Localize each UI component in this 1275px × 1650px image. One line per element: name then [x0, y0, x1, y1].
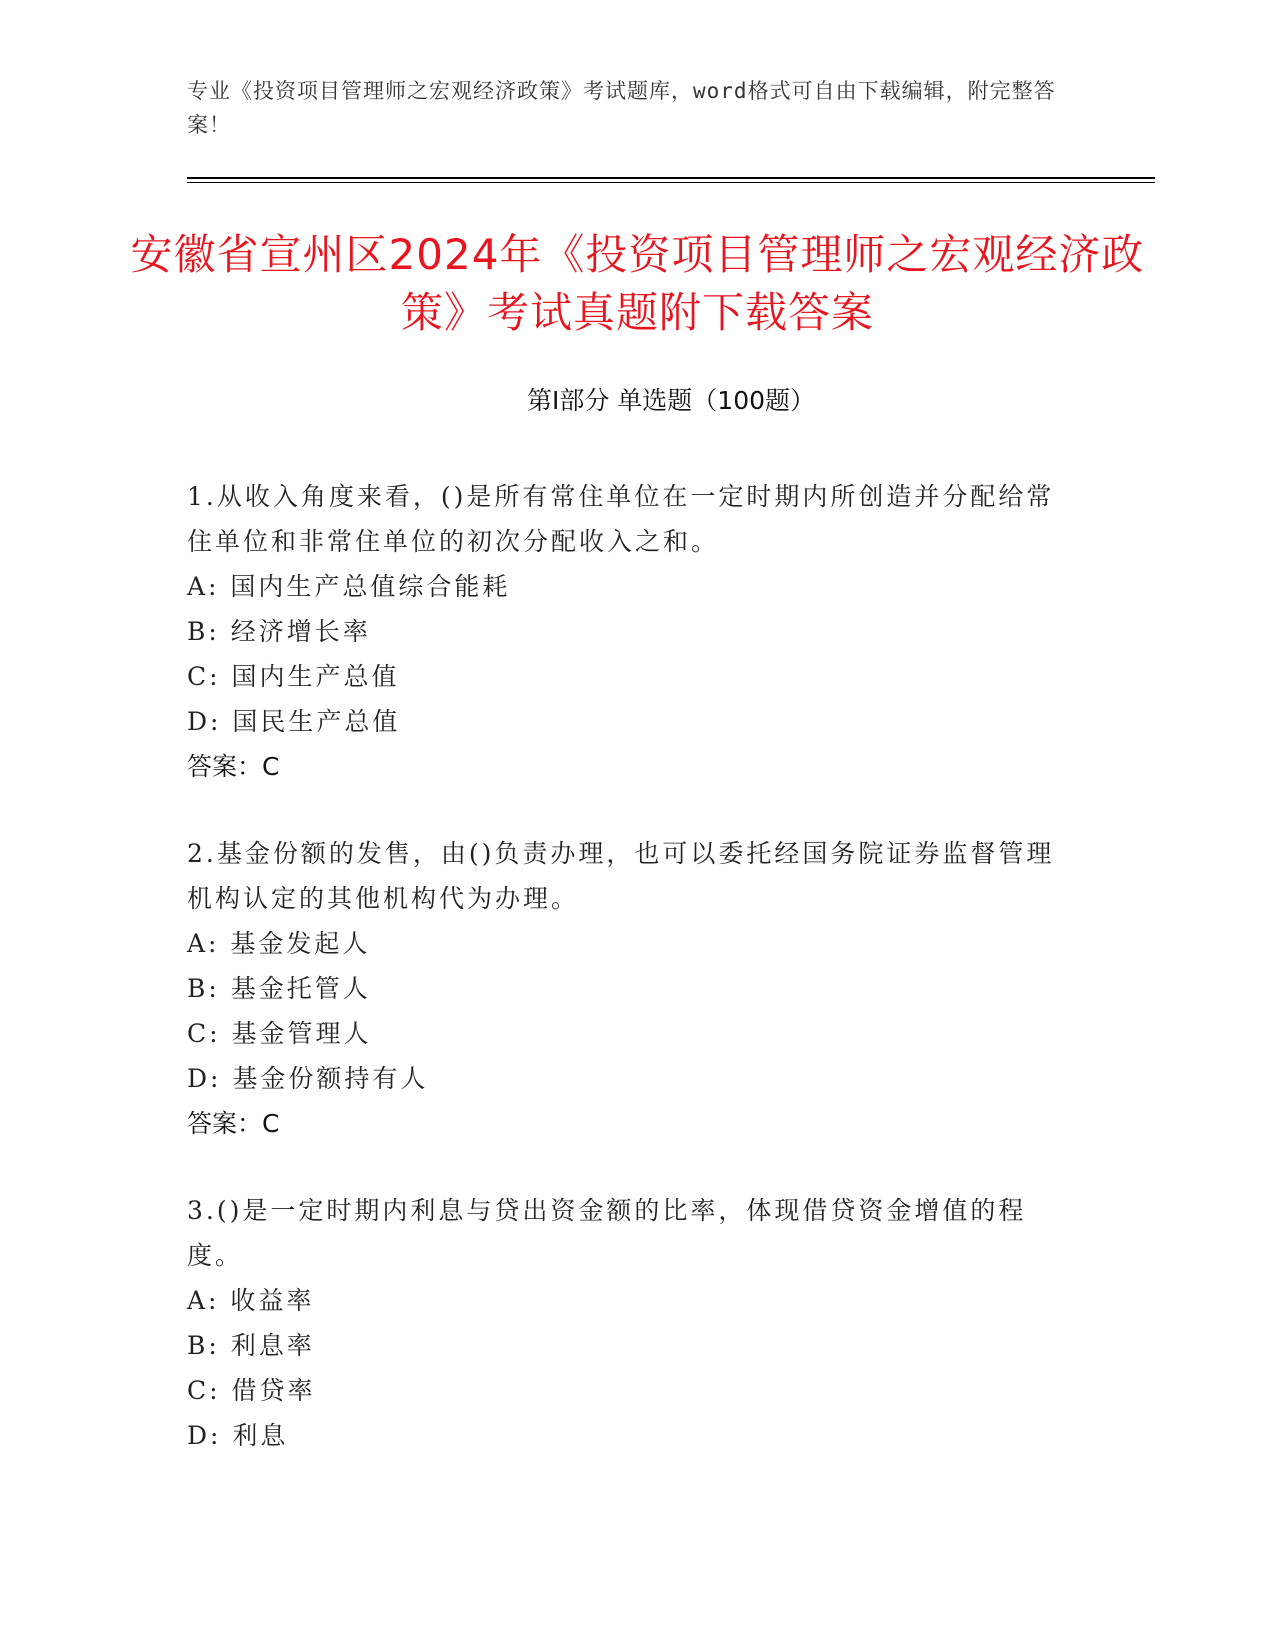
question-stem: 1.从收入角度来看，()是所有常住单位在一定时期内所创造并分配给常住单位和非常住单位的初次分配收入之和。: [187, 482, 1055, 556]
option-c: C: 借贷率: [187, 1376, 316, 1405]
section-title: 第Ⅰ部分 单选题（100题）: [526, 386, 816, 415]
question-stem: 3.()是一定时期内利息与贷出资金额的比率，体现借贷资金增值的程度。: [187, 1196, 1027, 1270]
document-title: 安徽省宣州区2024年《投资项目管理师之宏观经济政策》考试真题附下载答案: [130, 230, 1145, 337]
option-a: A: 国内生产总值综合能耗: [187, 572, 511, 601]
option-a: A: 基金发起人: [187, 929, 371, 958]
option-b: B: 经济增长率: [187, 617, 371, 646]
question-3: [187, 1188, 1082, 1458]
question-stem: 2.基金份额的发售，由()负责办理，也可以委托经国务院证券监督管理机构认定的其他机构代为办理。: [187, 839, 1055, 913]
option-d: D: 国民生产总值: [187, 707, 401, 736]
option-b: B: 基金托管人: [187, 974, 371, 1003]
option-c: C: 国内生产总值: [187, 662, 400, 691]
question-1: [187, 474, 1082, 789]
header-divider-thick: [187, 177, 1155, 179]
option-d: D: 基金份额持有人: [187, 1064, 429, 1093]
option-a: A: 收益率: [187, 1286, 315, 1315]
question-answer: 答案：C: [187, 752, 280, 781]
question-answer: 答案：C: [187, 1109, 280, 1138]
option-b: B: 利息率: [187, 1331, 315, 1360]
option-c: C: 基金管理人: [187, 1019, 372, 1048]
header-divider-thin: [187, 182, 1155, 183]
header-note: 专业《投资项目管理师之宏观经济政策》考试题库，word格式可自由下载编辑，附完整答案！: [187, 79, 1056, 137]
question-2: [187, 831, 1082, 1146]
option-d: D: 利息: [187, 1421, 289, 1450]
question-list: [187, 474, 1082, 1500]
